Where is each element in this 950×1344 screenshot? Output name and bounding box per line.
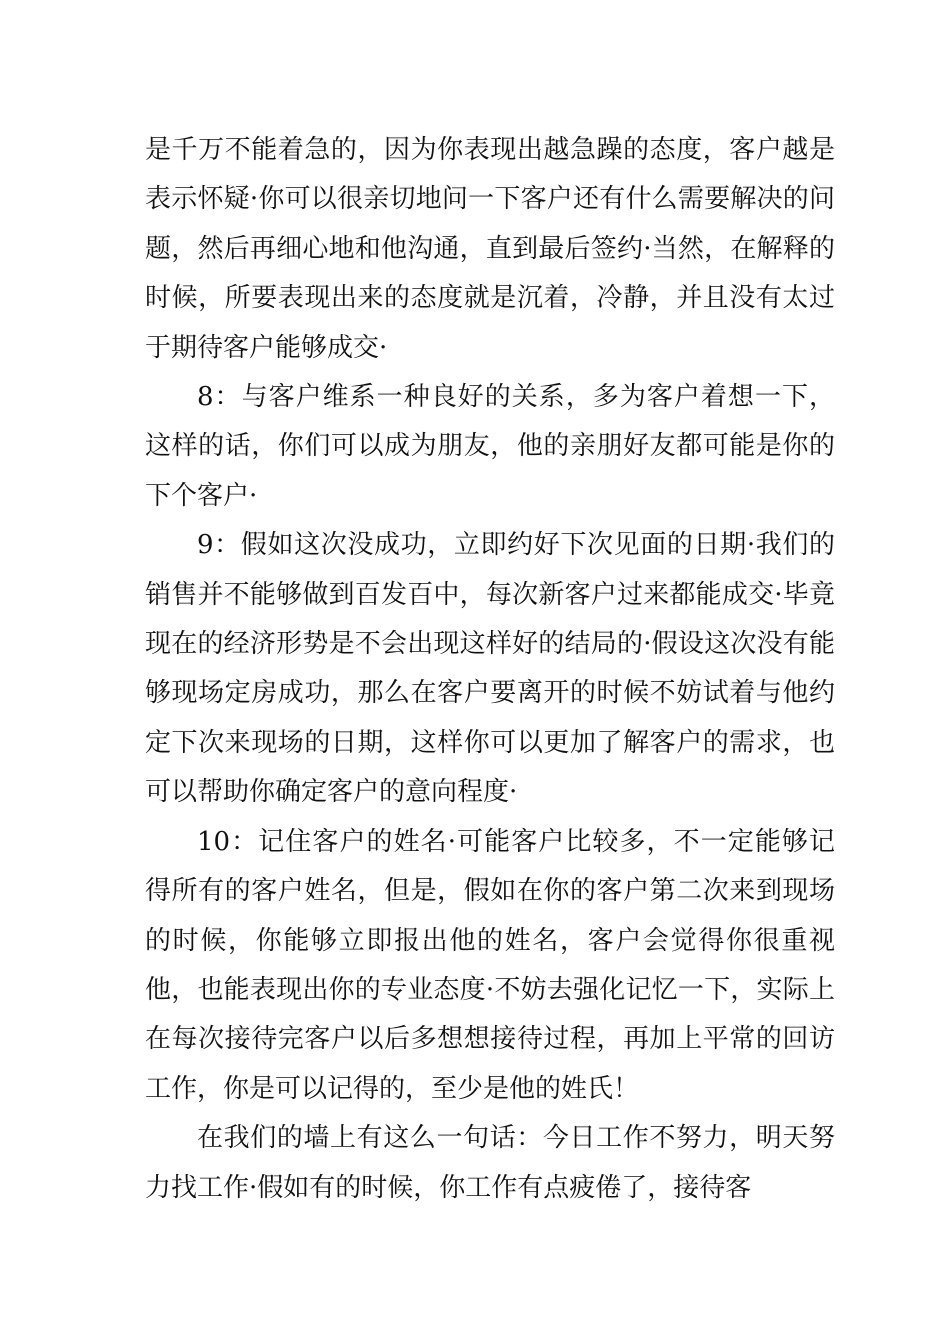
paragraph-item-10: 10：记住客户的姓名·可能客户比较多，不一定能够记得所有的客户姓名，但是，假如在你的客户第二次来到现场的时候，你能够立即报出他的姓名，客户会觉得你很重视他，也能表现出你的专业态度·不妨去强化记忆一下，实际上在每次接待完客户以后多想想接待过程，再加上平常的回访工作，你是可以记得的，至少是他的姓氏！ — [145, 826, 835, 1104]
paragraph-continuation: 是千万不能着急的，因为你表现出越急躁的态度，客户越是表示怀疑·你可以很亲切地问一下客户还有什么需要解决的问题，然后再细心地和他沟通，直到最后签约·当然，在解释的时候，所要表现出来的态度就是沉着，冷静，并且没有太过于期待客户能够成交· — [145, 135, 835, 363]
paragraph-item-9: 9：假如这次没成功，立即约好下次见面的日期·我们的销售并不能够做到百发百中，每次新客户过来都能成交·毕竟现在的经济形势是不会出现这样好的结局的·假设这次没有能够现场定房成功，那么在客户要离开的时候不妨试着与他约定下次来现场的日期，这样你可以更加了解客户的需求，也可以帮助你确定客户的意向程度· — [145, 530, 835, 808]
paragraph-item-8: 8：与客户维系一种良好的关系，多为客户着想一下，这样的话，你们可以成为朋友，他的亲朋好友都可能是你的下个客户· — [145, 382, 835, 511]
document-page — [145, 126, 835, 1213]
paragraph-closing: 在我们的墙上有这么一句话：今日工作不努力，明天努力找工作·假如有的时候，你工作有点疲倦了，接待客 — [145, 1123, 835, 1203]
